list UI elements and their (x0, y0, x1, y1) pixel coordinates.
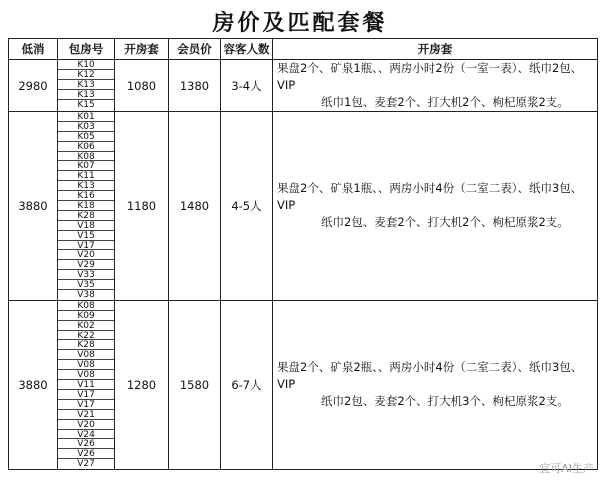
table-row (9, 60, 598, 112)
room-number: K13 (58, 90, 114, 100)
table-row (9, 112, 598, 301)
page-title: 房价及匹配套餐 (212, 10, 388, 36)
open-pkg-cell: 1180 (115, 112, 169, 301)
open-pkg-cell: 1080 (115, 60, 169, 112)
member-price-cell: 1480 (169, 112, 221, 301)
pkg-detail-line: 果盘2个、矿泉2瓶、、两房小时4份（二室二表）、纸巾3包、VIP (277, 360, 583, 392)
room-number: K09 (58, 311, 114, 321)
room-number: K28 (58, 211, 114, 221)
room-list-cell (58, 60, 115, 112)
room-number: K11 (58, 171, 114, 181)
watermark: 宜可AI生产 (539, 462, 594, 475)
room-number: V18 (58, 221, 114, 231)
room-number: K15 (77, 99, 95, 110)
pkg-detail-line: 纸巾2包、麦套2个、打大机3个、枸杞原浆2支。 (321, 394, 569, 409)
room-number: V17 (58, 390, 114, 400)
min-spend-cell: 3880 (9, 300, 58, 469)
header-pkg-detail: 开房套 (273, 39, 598, 60)
room-number: V21 (58, 410, 114, 420)
table-header-row (9, 39, 598, 60)
min-spend-cell: 3880 (9, 112, 58, 301)
room-list (58, 60, 114, 109)
room-number: V08 (58, 350, 114, 360)
table-row (9, 300, 598, 469)
pkg-detail-cell (273, 300, 598, 469)
room-number: V27 (77, 459, 95, 470)
guests-cell: 6-7人 (221, 300, 273, 469)
room-number: K10 (58, 60, 114, 70)
room-number: V17 (58, 241, 114, 251)
room-number: K18 (58, 201, 114, 211)
pkg-detail-line: 纸巾2包、麦套2个、打大机2个、枸杞原浆2支。 (321, 215, 569, 230)
room-number: K13 (58, 80, 114, 90)
open-pkg-cell: 1280 (115, 300, 169, 469)
pkg-detail-line: 果盘2个、矿泉1瓶、、两房小时4份（二室二表）、纸巾3包、VIP (277, 181, 583, 213)
room-number: K12 (58, 70, 114, 80)
room-number: V24 (58, 430, 114, 440)
room-number: V08 (58, 370, 114, 380)
room-number: V20 (58, 250, 114, 260)
pkg-detail-cell (273, 60, 598, 112)
min-spend-cell: 2980 (9, 60, 58, 112)
room-number: V20 (58, 420, 114, 430)
header-open-pkg: 开房套 (115, 39, 169, 60)
header-min-spend: 低消 (9, 39, 58, 60)
room-number: K08 (58, 301, 114, 311)
room-number: V38 (77, 290, 95, 300)
room-number: K02 (58, 321, 114, 331)
guests-cell: 3-4人 (221, 60, 273, 112)
room-number: K06 (58, 142, 114, 152)
member-price-cell: 1580 (169, 300, 221, 469)
room-number: V17 (58, 400, 114, 410)
room-number: K07 (58, 161, 114, 171)
room-number: K16 (58, 191, 114, 201)
room-number: K22 (58, 331, 114, 341)
room-list (58, 301, 114, 469)
room-number: K01 (58, 112, 114, 122)
room-number: K05 (58, 132, 114, 142)
header-room-no: 包房号 (58, 39, 115, 60)
header-guests: 容客人数 (221, 39, 273, 60)
header-member-price: 会员价 (169, 39, 221, 60)
room-number: V29 (58, 260, 114, 270)
room-number: V15 (58, 231, 114, 241)
room-number: V08 (58, 360, 114, 370)
room-number: K28 (58, 340, 114, 350)
room-list-cell (58, 112, 115, 301)
pkg-detail-cell (273, 112, 598, 301)
price-table (8, 38, 598, 470)
room-number: V35 (58, 280, 114, 290)
room-number: V11 (58, 380, 114, 390)
room-number: V33 (58, 270, 114, 280)
guests-cell: 4-5人 (221, 112, 273, 301)
room-number: K08 (58, 152, 114, 162)
room-number: K13 (58, 181, 114, 191)
pkg-detail-line: 果盘2个、矿泉1瓶、、两房小时2份（一室一表）、纸巾2包、VIP (277, 61, 583, 92)
room-number: V26 (58, 449, 114, 459)
room-list-cell (58, 300, 115, 469)
member-price-cell: 1380 (169, 60, 221, 112)
room-number: K03 (58, 122, 114, 132)
room-list (58, 112, 114, 300)
pkg-detail-line: 纸巾1包、麦套2个、打大机2个、枸杞原浆2支。 (321, 95, 569, 109)
room-number: V26 (58, 439, 114, 449)
